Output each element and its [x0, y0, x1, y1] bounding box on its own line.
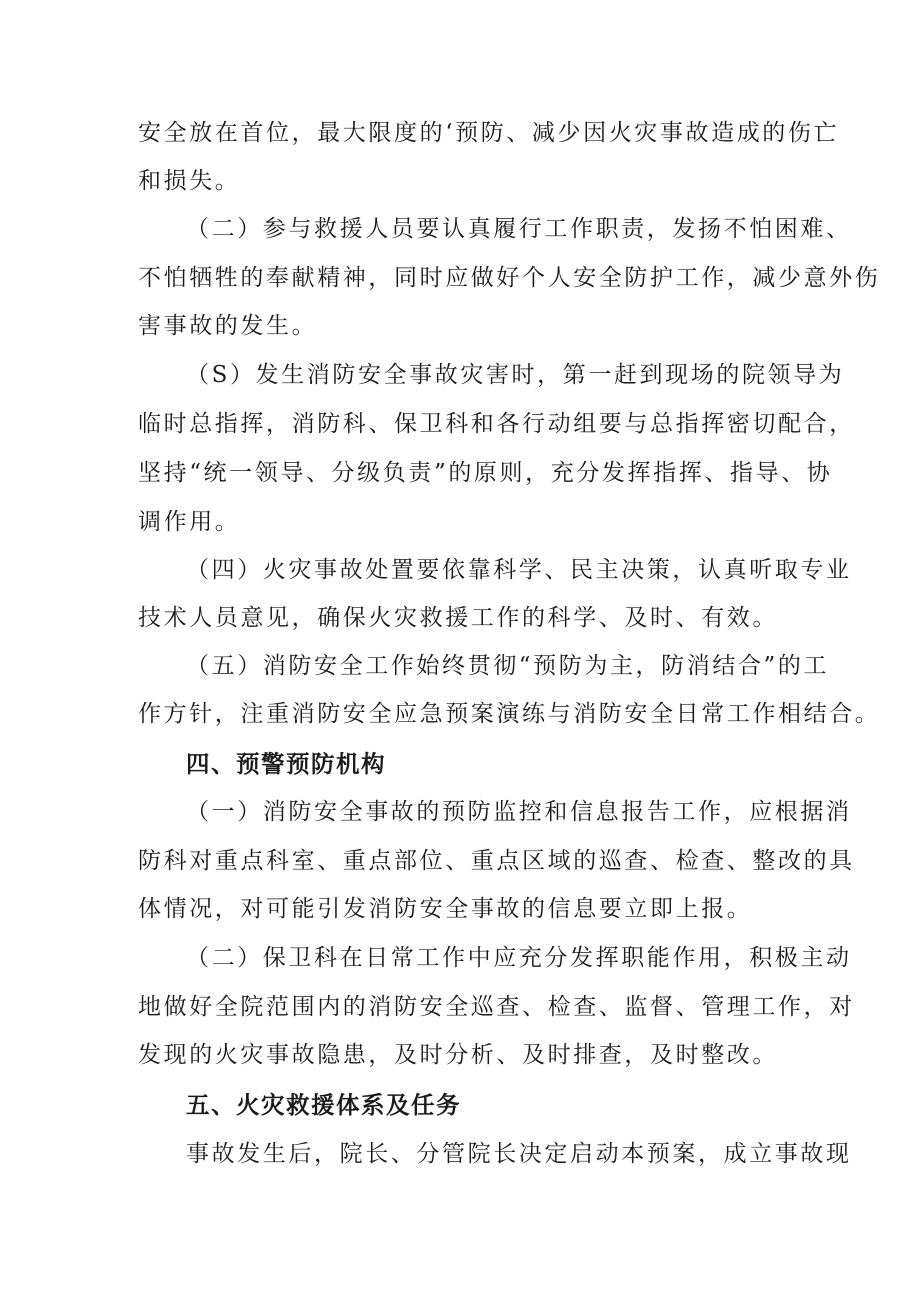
- section-heading-5: 五、火灾救援体系及任务: [186, 1091, 461, 1119]
- paragraph-3-line-3: 坚持“统一领导、分级负责”的原则，充分发挥指挥、指导、协: [138, 460, 833, 486]
- paragraph-2-line-1: （二）参与救援人员要认真履行工作职责，发扬不怕困难、: [186, 216, 852, 242]
- paragraph-2-line-3: 害事故的发生。: [138, 313, 318, 339]
- section-heading-4: 四、预警预防机构: [186, 750, 386, 778]
- paragraph-2-line-2: 不怕牺牲的奉献精神，同时应做好个人安全防护工作，减少意外伤: [138, 265, 881, 291]
- paragraph-4-line-2: 技术人员意见，确保火灾救援工作的科学、及时、有效。: [138, 605, 778, 631]
- paragraph-7-line-2: 地做好全院范围内的消防安全巡查、检查、监督、管理工作，对: [138, 994, 855, 1020]
- paragraph-4-line-1: （四）火灾事故处置要依靠科学、民主决策，认真听取专业: [186, 557, 852, 583]
- paragraph-3-line-1: （S）发生消防安全事故灾害时，第一赶到现场的院领导为: [186, 362, 845, 388]
- paragraph-intro-line-1: 安全放在首位，最大限度的‘预防、减少因火灾事故造成的伤亡: [138, 120, 840, 146]
- paragraph-7-line-3: 发现的火灾事故隐患，及时分析、及时排查，及时整改。: [138, 1042, 778, 1068]
- paragraph-6-line-1: （一）消防安全事故的预防监控和信息报告工作，应根据消: [186, 799, 852, 825]
- paragraph-3-line-2: 临时总指挥，消防科、保卫科和各行动组要与总指挥密切配合，: [138, 411, 855, 437]
- paragraph-6-line-2: 防科对重点科室、重点部位、重点区域的巡查、检查、整改的具: [138, 848, 855, 874]
- paragraph-8-line-1: 事故发生后，院长、分管院长决定启动本预案，成立事故现: [186, 1141, 852, 1167]
- paragraph-intro-line-2: 和损失。: [138, 168, 241, 194]
- paragraph-3-line-4: 调作用。: [138, 509, 241, 535]
- paragraph-6-line-3: 体情况，对可能引发消防安全事故的信息要立即上报。: [138, 896, 753, 922]
- paragraph-7-line-1: （二）保卫科在日常工作中应充分发挥职能作用，积极主动: [186, 945, 852, 971]
- paragraph-5-line-2: 作方针，注重消防安全应急预案演练与消防安全日常工作相结合。: [138, 701, 881, 727]
- paragraph-5-line-1: （五）消防安全工作始终贯彻“预防为主，防消结合”的工: [186, 653, 830, 679]
